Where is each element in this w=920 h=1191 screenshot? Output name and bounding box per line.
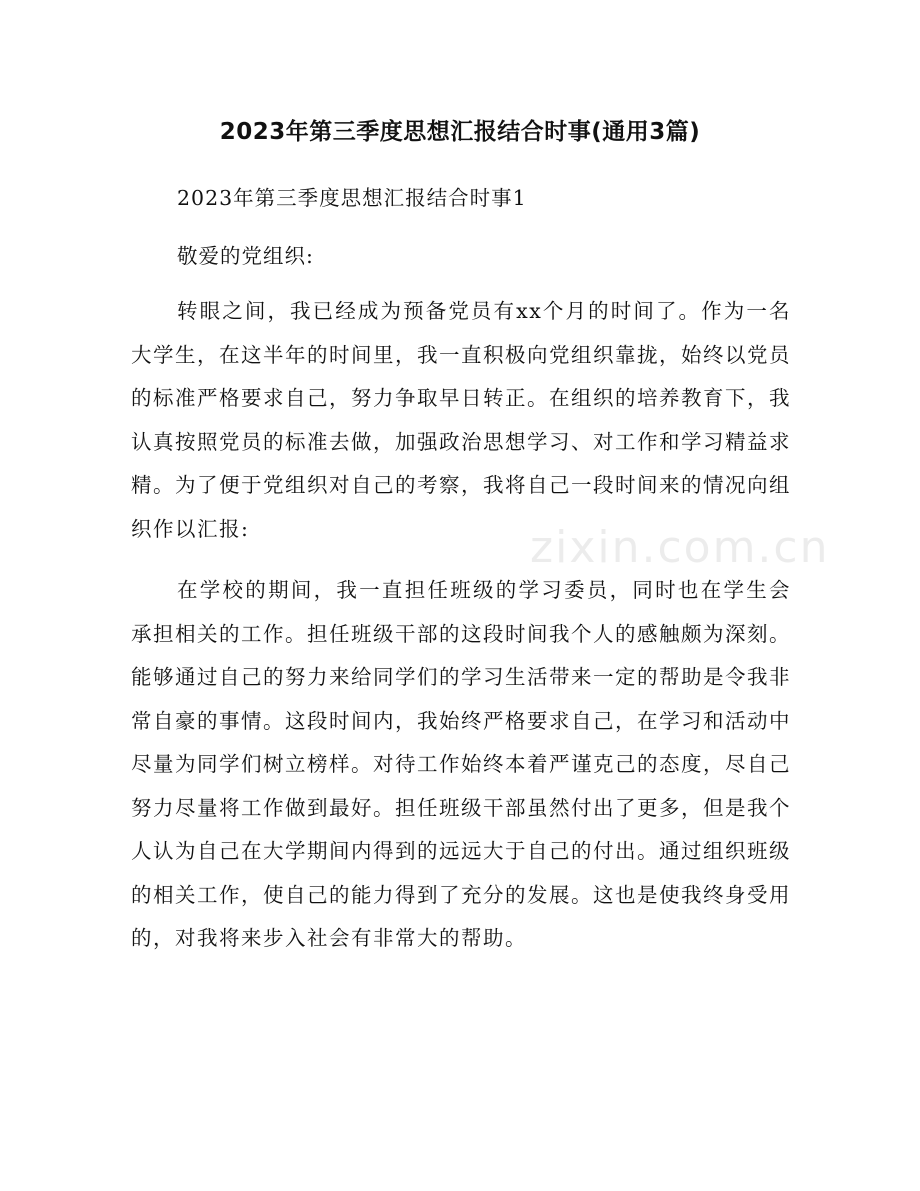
body-paragraph-1: 转眼之间，我已经成为预备党员有xx个月的时间了。作为一名大学生，在这半年的时间里，我一直积极向党组织靠拢，始终以党员的标准严格要求自己，努力争取早日转正。在组织的培养教育下，我认真按照党员的标准去做，加强政治思想学习、对工作和学习精益求精。为了便于党组织对自己的考察，我将自己一段时间来的情况向组织作以汇报: <box>131 299 791 541</box>
section-heading: 2023年第三季度思想汇报结合时事1 <box>177 186 527 210</box>
watermark: zixin.com.cn <box>530 522 830 573</box>
body-paragraph-2: 在学校的期间，我一直担任班级的学习委员，同时也在学生会承担相关的工作。担任班级干部的这段时间我个人的感触颇为深刻。能够通过自己的努力来给同学们的学习生活带来一定的帮助是令我非常自豪的事情。这段时间内，我始终严格要求自己，在学习和活动中尽量为同学们树立榜样。对待工作始终本着严谨克己的态度，尽自己努力尽量将工作做到最好。担任班级干部虽然付出了更多，但是我个人认为自己在大学期间内得到的远远大于自己的付出。通过组织班级的相关工作，使自己的能力得到了充分的发展。这也是使我终身受用的，对我将来步入社会有非常大的帮助。 <box>131 578 791 950</box>
document-title: 2023年第三季度思想汇报结合时事(通用3篇) <box>219 119 701 145</box>
salutation: 敬爱的党组织: <box>177 244 314 268</box>
